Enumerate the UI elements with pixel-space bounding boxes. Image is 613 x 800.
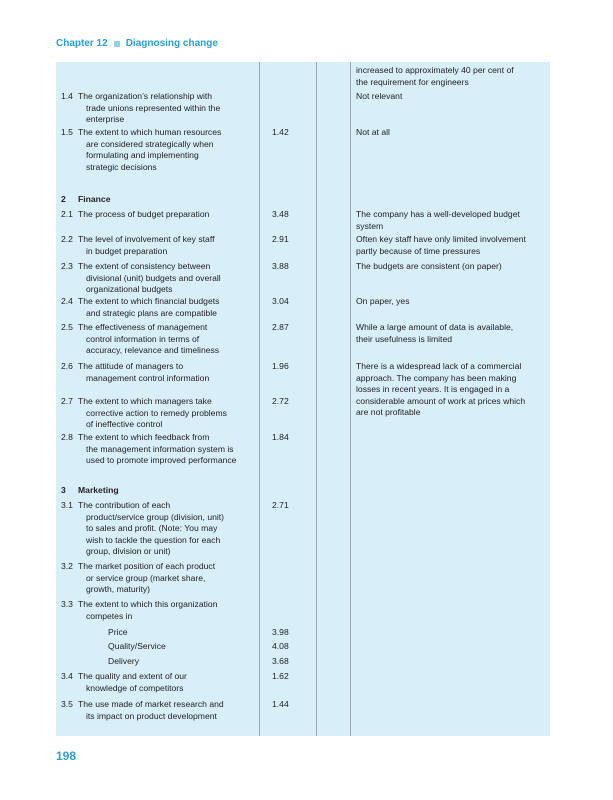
note-line: system [356,220,384,231]
item-number: 3.3 [61,599,73,609]
note-line: the requirement for engineers [356,76,469,87]
score-value: 1.62 [272,671,289,681]
question-line: The effectiveness of management [78,322,208,332]
question-line: management control information [86,372,210,383]
item-question [78,500,258,558]
question-line: corrective action to remedy problems [86,407,227,418]
note-line: increased to approximately 40 per cent of [356,65,514,75]
question-line: The process of budget preparation [78,209,210,219]
item-question [78,599,258,622]
question-line: to sales and profit. (Note: You may [86,523,218,533]
question-line: knowledge of competitors [86,682,184,693]
running-header [56,38,218,49]
question-line: The extent to which financial budgets [78,296,220,306]
item-question [78,261,258,296]
question-line: or service group (market share, [86,572,206,583]
score-value: 4.08 [272,641,289,651]
item-number: 2.2 [61,234,73,244]
item-number: 2.5 [61,322,73,332]
question-line: accuracy, relevance and timeliness [86,345,220,355]
score-value: 1.96 [272,361,289,371]
item-number: 2.8 [61,432,73,442]
item-question [78,209,258,221]
question-line: are considered strategically when [86,138,214,149]
item-number: 3.5 [61,699,73,709]
chapter-label: Chapter 12 [56,38,108,49]
question-line: growth, maturity) [86,584,150,594]
item-number: 1.5 [61,127,73,137]
note-line: Not relevant [356,91,403,101]
question-line: The extent of consistency between [78,261,211,271]
question-line: wish to tackle the question for each [86,534,221,545]
question-line: trade unions represented within the [86,102,221,113]
item-number: 2.3 [61,261,73,271]
note-line: losses in recent years. It is engaged in a [356,384,510,394]
item-question [78,671,258,694]
item-question [78,432,258,467]
note-line: There is a widespread lack of a commercial [356,361,522,371]
item-note [356,209,546,232]
item-question [78,234,258,257]
item-question [78,561,258,596]
question-line: control information in terms of [86,333,200,344]
column-divider [350,62,351,736]
score-value: 3.68 [272,656,289,666]
item-question [78,91,258,126]
question-line: The quality and extent of our [78,671,187,681]
score-value: 3.48 [272,209,289,219]
note-line: The company has a well-developed budget [356,209,520,219]
column-divider [316,62,317,736]
item-question [78,361,258,384]
question-line: The level of involvement of key staff [78,234,215,244]
item-number: 3.2 [61,561,73,571]
sub-item-label: Delivery [108,656,140,666]
separator-square-icon [114,41,120,47]
score-value: 3.04 [272,296,289,306]
question-line: The market position of each product [78,561,216,571]
score-value: 1.84 [272,432,289,442]
item-question [78,127,258,173]
item-number: 3.4 [61,671,73,681]
item-note [356,296,546,308]
sub-item-label: Price [108,627,128,637]
item-question [78,699,258,722]
question-line: product/service group (division, unit) [86,511,225,522]
score-value: 2.91 [272,234,289,244]
note-line: are not profitable [356,407,421,417]
question-line: strategic decisions [86,161,157,172]
sub-item-label: Quality/Service [108,641,166,651]
question-line: The use made of market research and [78,699,224,709]
score-value: 3.88 [272,261,289,271]
question-line: The extent to which this organization [78,599,218,609]
score-value: 2.72 [272,396,289,406]
note-line: While a large amount of data is available, [356,322,514,332]
question-line: The extent to which human resources [78,127,222,137]
question-line: The extent to which managers take [78,396,212,406]
question-line: divisional (unit) budgets and overall [86,272,221,283]
item-question [78,322,258,357]
item-note [356,234,546,257]
score-value: 1.42 [272,127,289,137]
question-line: group, division or unit) [86,546,171,556]
score-value: 1.44 [272,699,289,709]
question-line: its impact on product development [86,710,217,721]
note-line: partly because of time pressures [356,245,481,256]
item-note [356,91,546,103]
item-note [356,127,546,139]
question-line: and strategic plans are compatible [86,307,217,318]
note-line: Not at all [356,127,390,137]
question-line: competes in [86,610,133,621]
note-line: approach. The company has been making [356,372,517,383]
question-line: the management information system is [86,443,234,454]
item-question [78,296,258,319]
item-number: 1.4 [61,91,73,101]
section-title: Finance [78,194,111,204]
section-title: Marketing [78,485,119,495]
item-number: 2.1 [61,209,73,219]
note-line: Often key staff have only limited involvement [356,234,526,244]
question-line: used to promote improved performance [86,455,237,465]
item-note [356,361,546,419]
note-line: The budgets are consistent (on paper) [356,261,502,271]
section-number: 3 [61,485,66,495]
question-line: organizational budgets [86,284,173,294]
score-value: 2.87 [272,322,289,332]
note-line: their usefulness is limited [356,333,453,344]
item-number: 2.4 [61,296,73,306]
item-number: 2.6 [61,361,73,371]
question-line: of ineffective control [86,419,163,429]
question-line: The contribution of each [78,500,171,510]
question-line: The extent to which feedback from [78,432,210,442]
question-line: The attitude of managers to [78,361,184,371]
item-note [356,322,546,345]
note-line: On paper, yes [356,296,410,306]
note-line: considerable amount of work at prices which [356,395,526,406]
assessment-table [56,62,550,736]
page-number: 198 [56,749,77,763]
question-line: formulating and implementing [86,150,199,160]
score-value: 2.71 [272,500,289,510]
item-question [78,396,258,431]
score-value: 3.98 [272,627,289,637]
item-number: 2.7 [61,396,73,406]
column-divider [259,62,260,736]
question-line: The organization’s relationship with [78,91,213,101]
section-number: 2 [61,194,66,204]
question-line: enterprise [86,114,125,124]
note-text [356,65,546,88]
item-number: 3.1 [61,500,73,510]
chapter-title: Diagnosing change [125,38,218,49]
item-note [356,261,546,273]
question-line: in budget preparation [86,245,168,256]
